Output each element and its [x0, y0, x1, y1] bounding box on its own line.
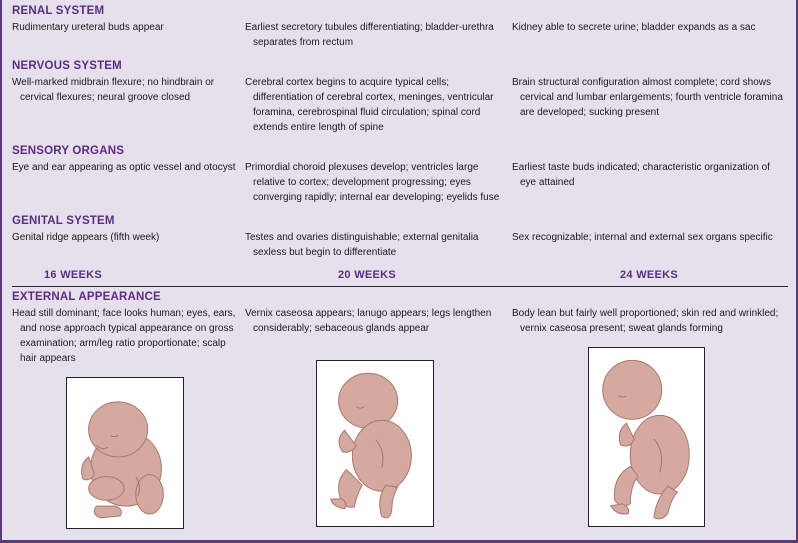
nervous-24-weeks: Brain structural configuration almost complete; cord shows cervical and lumbar enlargements; fourth ventricle foramina are developed; sucking present [512, 77, 783, 118]
week-label-24: 24 WEEKS [620, 269, 679, 281]
renal-24-weeks: Kidney able to secrete urine; bladder expands as a sac [512, 22, 756, 33]
section-heading: SENSORY ORGANS [12, 145, 125, 157]
external-16-weeks: Head still dominant; face looks human; eyes, ears, and nose approach typical appearance on gross examination; arm/leg ratio proportionate; scalp hair appears [12, 308, 236, 364]
sensory-20-weeks: Primordial choroid plexuses develop; ventricles large relative to cortex; development progressing; eyes converging rapidly; internal ear developing; eyelids fuse [245, 162, 500, 203]
divider-rule [12, 286, 788, 287]
renal-20-weeks: Earliest secretory tubules differentiating; bladder-urethra separates from rectum [245, 22, 494, 48]
section-heading: GENITAL SYSTEM [12, 215, 115, 227]
genital-20-weeks: Testes and ovaries distinguishable; external genitalia sexless but begin to differentiate [245, 232, 479, 258]
external-20-weeks: Vernix caseosa appears; lanugo appears; legs lengthen considerably; sebaceous glands appear [245, 308, 492, 334]
section-heading: EXTERNAL APPEARANCE [12, 291, 161, 303]
section-heading: RENAL SYSTEM [12, 5, 105, 17]
fetus-24-weeks-illustration [588, 347, 705, 527]
sensory-24-weeks: Earliest taste buds indicated; characteristic organization of eye attained [512, 162, 770, 188]
week-headers [2, 269, 798, 285]
fetus-16-weeks-illustration [66, 377, 184, 529]
sensory-16-weeks: Eye and ear appearing as optic vessel and otocyst [12, 162, 236, 173]
fetus-20-weeks-illustration [316, 360, 434, 527]
external-24-weeks: Body lean but fairly well proportioned; skin red and wrinkled; vernix caseosa present; sweat glands forming [512, 308, 779, 334]
nervous-20-weeks: Cerebral cortex begins to acquire typical cells; differentiation of cerebral cortex, meninges, ventricular foramina, cerebrospinal fluid circulation; spinal cord extends entire length of spine [245, 77, 494, 133]
genital-16-weeks: Genital ridge appears (fifth week) [12, 232, 160, 243]
nervous-16-weeks: Well-marked midbrain flexure; no hindbrain or cervical flexures; neural groove closed [12, 77, 215, 103]
renal-16-weeks: Rudimentary ureteral buds appear [12, 22, 164, 33]
week-label-20: 20 WEEKS [338, 269, 397, 281]
week-label-16: 16 WEEKS [44, 269, 103, 281]
section-heading: NERVOUS SYSTEM [12, 60, 122, 72]
genital-24-weeks: Sex recognizable; internal and external sex organs specific [512, 232, 773, 243]
